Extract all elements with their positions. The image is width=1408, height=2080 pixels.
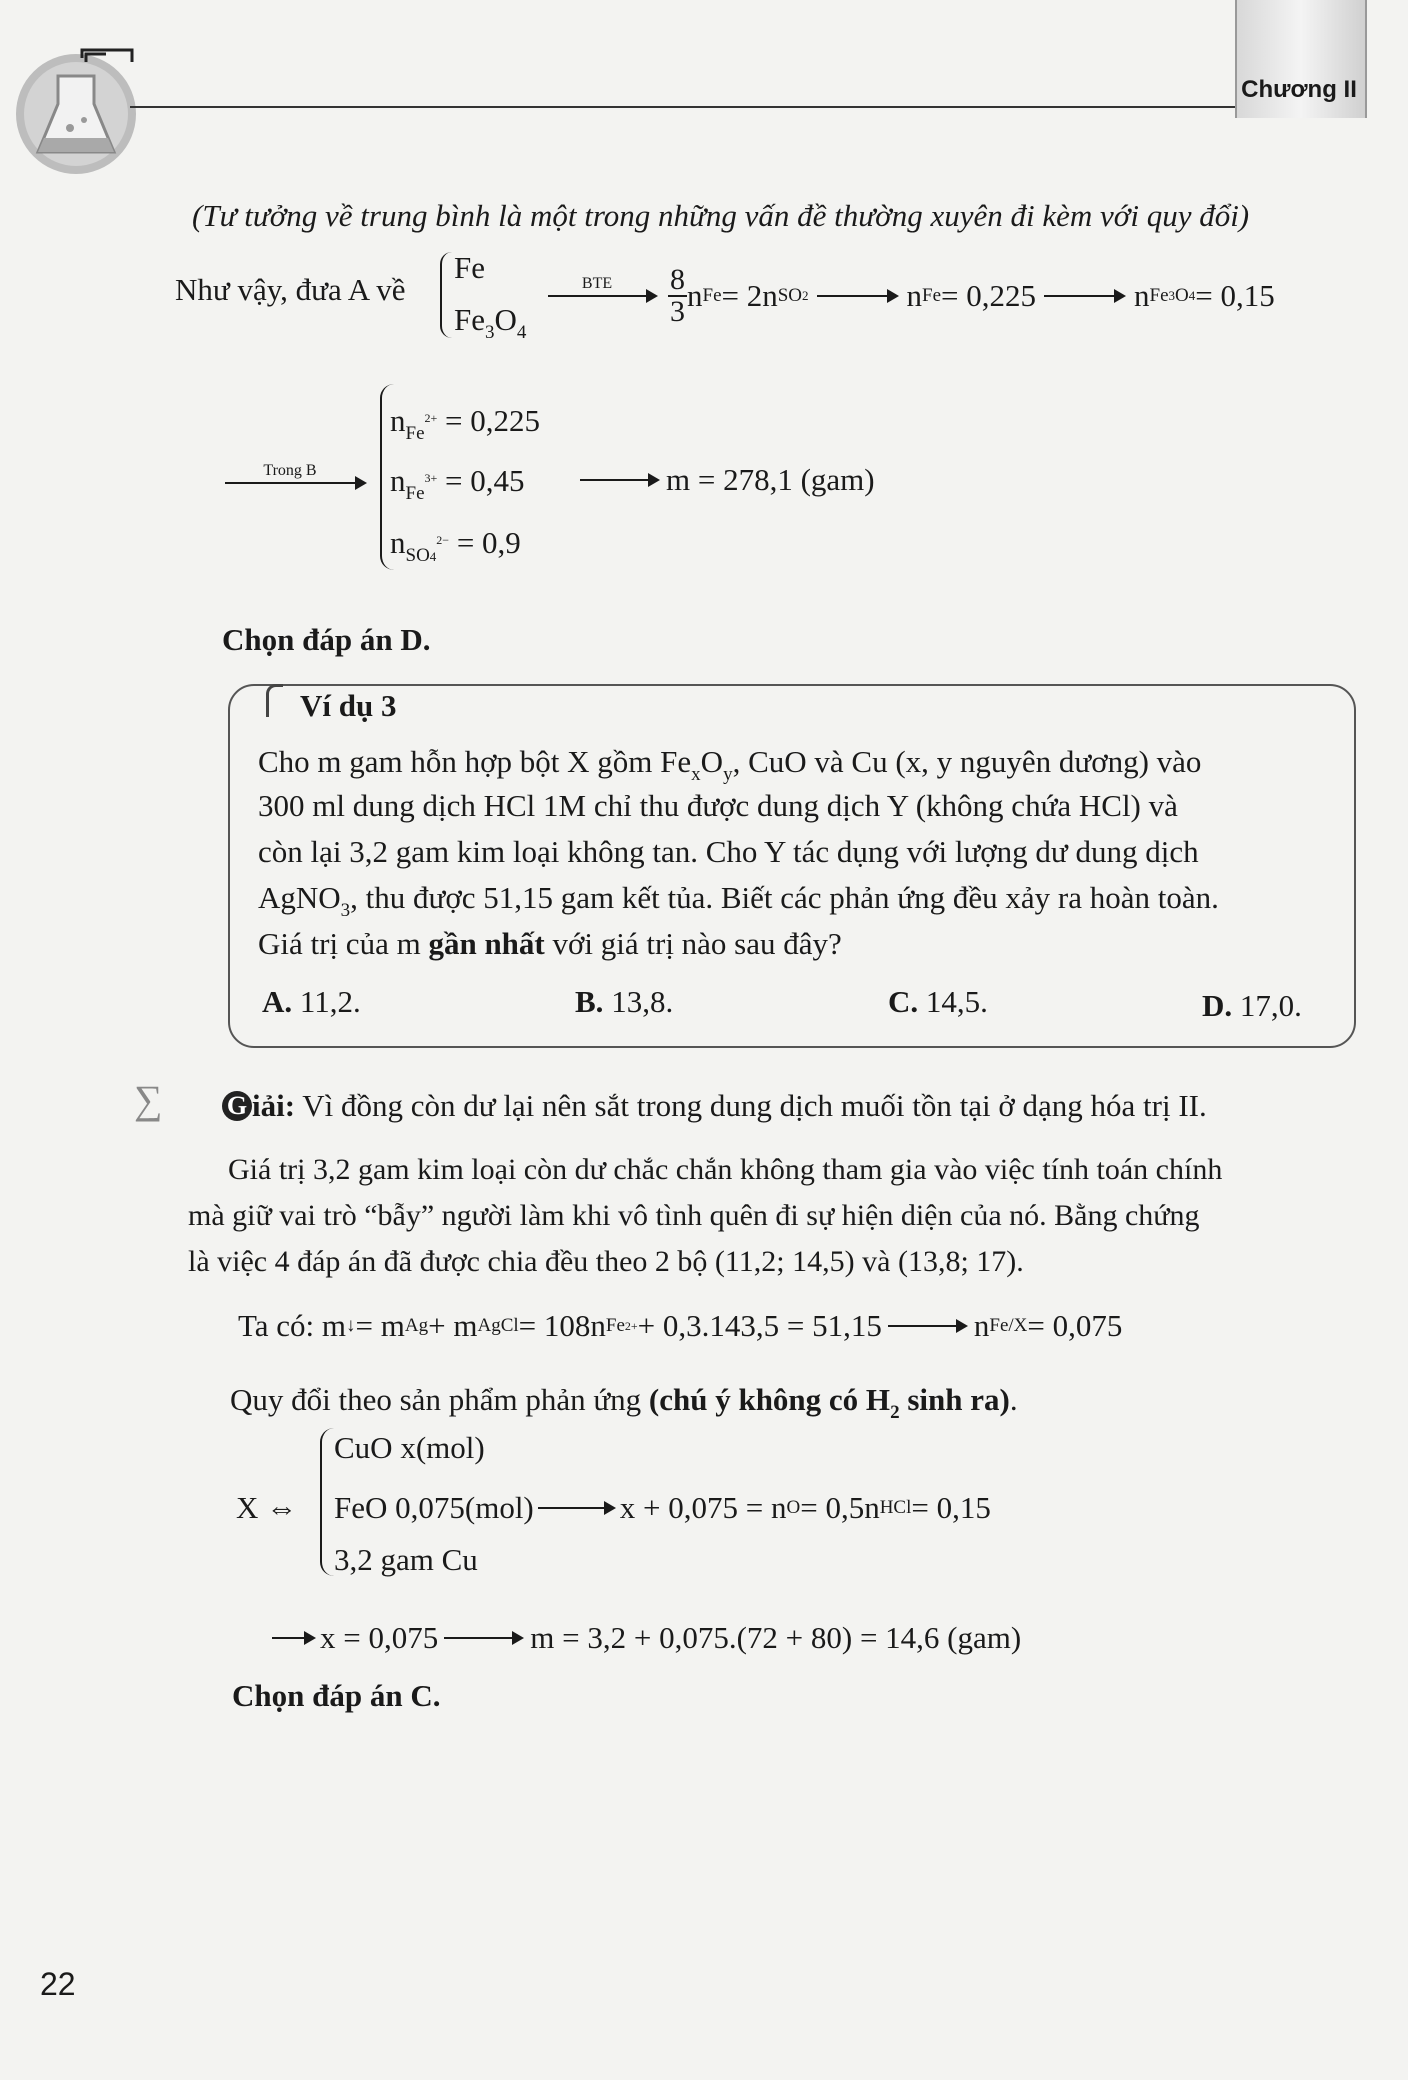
- eq1-chain: BTE $\frac{8}{3}$ n Fe = 2n SO 2 n Fe = 0,225 n Fe 3 O 4 = 0,15: [548, 256, 1275, 336]
- solution-conversion: Quy đổi theo sản phẩm phản ứng (chú ý không có $H_2$ sinh ra).: [230, 1382, 1018, 1423]
- example-line-1: Cho m gam hỗn hợp bột X gồm $Fe_xO_y$, CuO và Cu (x, y nguyên dương) vào: [258, 744, 1202, 785]
- eq1-brace: [440, 252, 452, 338]
- option-c: C. 14,5.: [888, 984, 988, 1019]
- option-d: D. 17,0.: [1202, 988, 1302, 1023]
- eq1-row-fe: Fe: [454, 250, 485, 285]
- flask-logo-icon: [10, 48, 142, 176]
- header-rule: [130, 106, 1355, 108]
- final-arrow-2: [444, 1628, 524, 1648]
- example-line-2: 300 ml dung dịch HCl 1M chỉ thu được dung dịch Y (không chứa HCl) và: [258, 788, 1178, 823]
- trong-b-arrow: Trong B: [225, 473, 367, 493]
- eq2-row-so4: $n_{SO4}^{2-} = 0,9$: [390, 525, 521, 566]
- chapter-label: Chương II: [1241, 76, 1357, 103]
- system-x-label: X ⇔: [236, 1490, 298, 1525]
- example-title-bracket-icon: [266, 684, 283, 717]
- solution-para-1: Giá trị 3,2 gam kim loại còn dư chắc chắn không tham gia vào việc tính toán chính: [228, 1153, 1223, 1186]
- page-number: 22: [40, 1966, 76, 2002]
- system-x-row-2: FeO 0,075(mol) x + 0,075 = n O = 0,5n HCl = 0,15: [334, 1490, 991, 1525]
- option-b: B. 13,8.: [575, 984, 674, 1019]
- system-x-arrow: [538, 1498, 616, 1518]
- eq2-row-fe3: $n_{Fe}^{3+} = 0,45$: [390, 463, 525, 504]
- g-circle-icon: G: [222, 1091, 252, 1121]
- example-line-4: AgNO$_3$, thu được 51,15 gam kết tủa. Biết các phản ứng đều xảy ra hoàn toàn.: [258, 880, 1219, 921]
- eq1-arrow-2: [817, 286, 899, 306]
- eq2-row-fe2: $n_{Fe}^{2+} = 0,225$: [390, 403, 541, 444]
- solution-para-2: mà giữ vai trò “bẫy” người làm khi vô tình quên đi sự hiện diện của nó. Bằng chứng: [188, 1199, 1200, 1232]
- bte-arrow: BTE: [548, 286, 658, 306]
- option-a: A. 11,2.: [262, 984, 361, 1019]
- eq2-result-line: m = 278,1 (gam): [580, 460, 875, 500]
- eq1-row-fe3o4: $Fe_3O_4$: [454, 302, 527, 343]
- system-x-row-3: 3,2 gam Cu: [334, 1542, 478, 1577]
- example-title: Ví dụ 3: [300, 688, 397, 723]
- eq1-fraction: $\frac{8}{3}$: [670, 263, 685, 328]
- system-x-row-1: CuO x(mol): [334, 1430, 485, 1465]
- solution-eq-1: Ta có: m ↓ = m Ag + m AgCl = 108n Fe 2+ + 0,3.143,5 = 51,15 n Fe/X = 0,075: [238, 1308, 1123, 1343]
- answer-2: Chọn đáp án C.: [232, 1678, 441, 1713]
- solution-eq-1-arrow: [888, 1316, 968, 1336]
- eq2-result-arrow: [580, 470, 660, 490]
- example-line-5: Giá trị của m gần nhất với giá trị nào sau đây?: [258, 926, 842, 961]
- example-line-3: còn lại 3,2 gam kim loại không tan. Cho Y tác dụng với lượng dư dung dịch: [258, 834, 1199, 869]
- eq1-arrow-3: [1044, 286, 1126, 306]
- eq1-prefix: Như vậy, đưa A về: [175, 272, 406, 307]
- final-arrow-1: [272, 1628, 316, 1648]
- intro-note: (Tư tưởng về trung bình là một trong những vấn đề thường xuyên đi kèm với quy đổi): [192, 198, 1250, 233]
- system-x-brace: [320, 1428, 334, 1576]
- sigma-icon: ∑: [134, 1077, 163, 1122]
- final-eq: x = 0,075 m = 3,2 + 0,075.(72 + 80) = 14,6 (gam): [272, 1618, 1021, 1658]
- eq2-arrow-wrap: [225, 460, 367, 500]
- solution-line-1: G iải: Vì đồng còn dư lại nên sắt trong dung dịch muối tồn tại ở dạng hóa trị II.: [222, 1084, 1207, 1128]
- solution-para-3: là việc 4 đáp án đã được chia đều theo 2 bộ (11,2; 14,5) và (13,8; 17).: [188, 1245, 1024, 1278]
- answer-1: Chọn đáp án D.: [222, 622, 431, 657]
